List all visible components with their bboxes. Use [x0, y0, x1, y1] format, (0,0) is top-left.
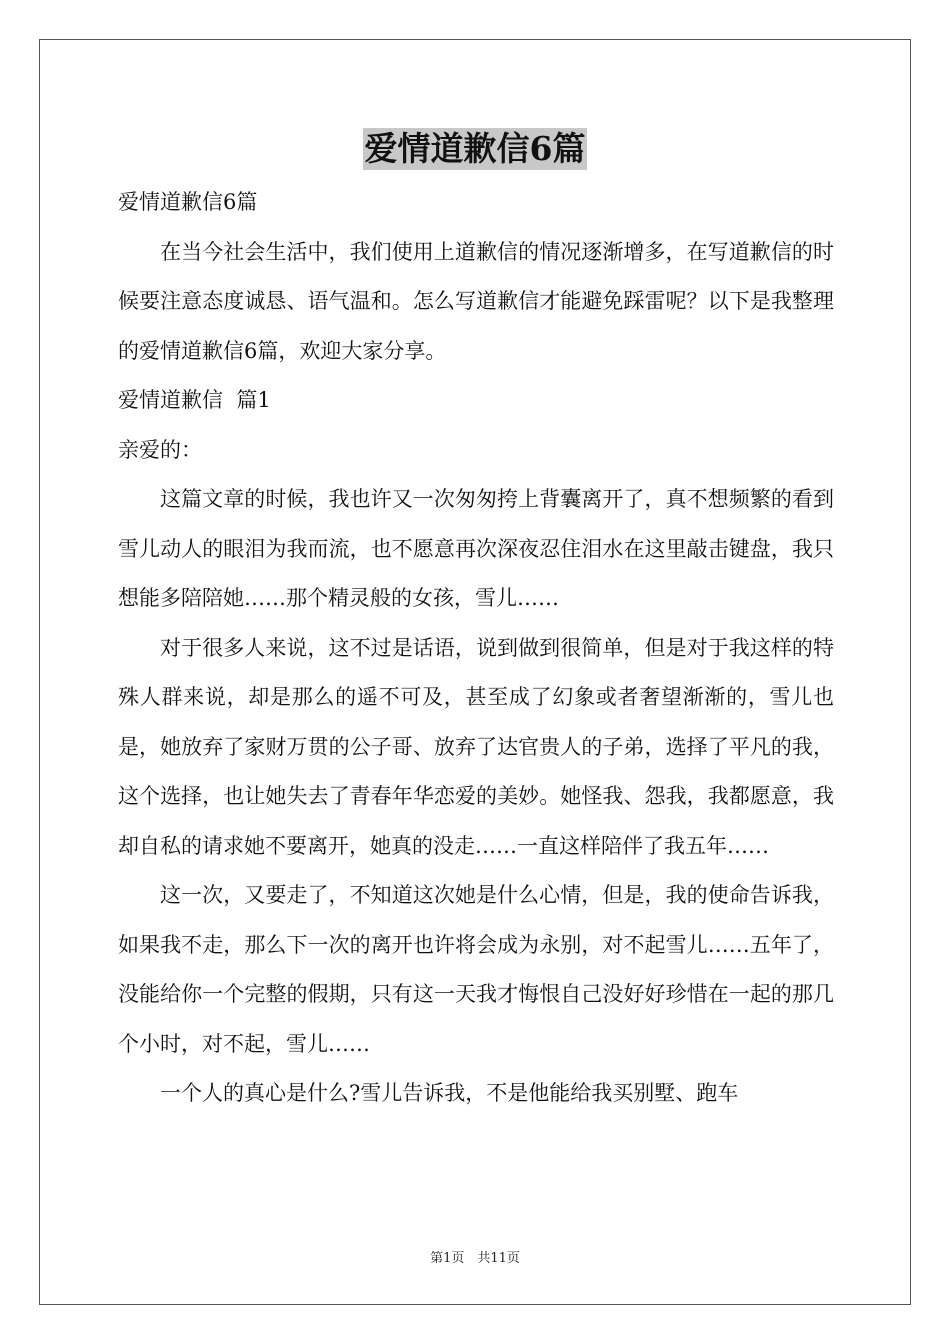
- intro-paragraph: 在当今社会生活中，我们使用上道歉信的情况逐渐增多，在写道歉信的时候要注意态度诚恳、语气温和。怎么写道歉信才能避免踩雷呢？以下是我整理的爱情道歉信6篇，欢迎大家分享。: [118, 239, 834, 363]
- body-paragraph: 一个人的真心是什么?雪儿告诉我，不是他能给我买别墅、跑车: [160, 1081, 739, 1105]
- page-footer: 第1页 共11页: [430, 1251, 520, 1266]
- document-title: 爱情道歉信6篇: [364, 129, 586, 168]
- body-paragraph: 这篇文章的时候，我也许又一次匆匆挎上背囊离开了，真不想频繁的看到雪儿动人的眼泪为我而流，也不愿意再次深夜忍住泪水在这里敲击键盘，我只想能多陪陪她……那个精灵般的女孩，雪儿……: [118, 487, 834, 610]
- body-paragraph: 这一次，又要走了，不知道这次她是什么心情，但是，我的使命告诉我，如果我不走，那么下一次的离开也许将会成为永别，对不起雪儿……五年了，没能给你一个完整的假期，只有这一天我才悔恨自己没好好珍惜在一起的那几个小时，对不起，雪儿……: [118, 883, 834, 1056]
- section-heading: 爱情道歉信 篇1: [118, 388, 271, 412]
- document-subtitle: 爱情道歉信6篇: [118, 190, 258, 214]
- title-wrap: [0, 128, 950, 170]
- salutation: 亲爱的：: [118, 437, 202, 462]
- body-paragraph: 对于很多人来说，这不过是话语，说到做到很简单，但是对于我这样的特殊人群来说，却是那么的遥不可及，甚至成了幻象或者奢望渐渐的，雪儿也是，她放弃了家财万贯的公子哥、放弃了达官贵人的子弟，选择了平凡的我，这个选择，也让她失去了青春年华恋爱的美妙。她怪我、怨我，我都愿意，我却自私的请求她不要离开，她真的没走……一直这样陪伴了我五年……: [118, 635, 834, 858]
- document-body: [118, 178, 834, 1119]
